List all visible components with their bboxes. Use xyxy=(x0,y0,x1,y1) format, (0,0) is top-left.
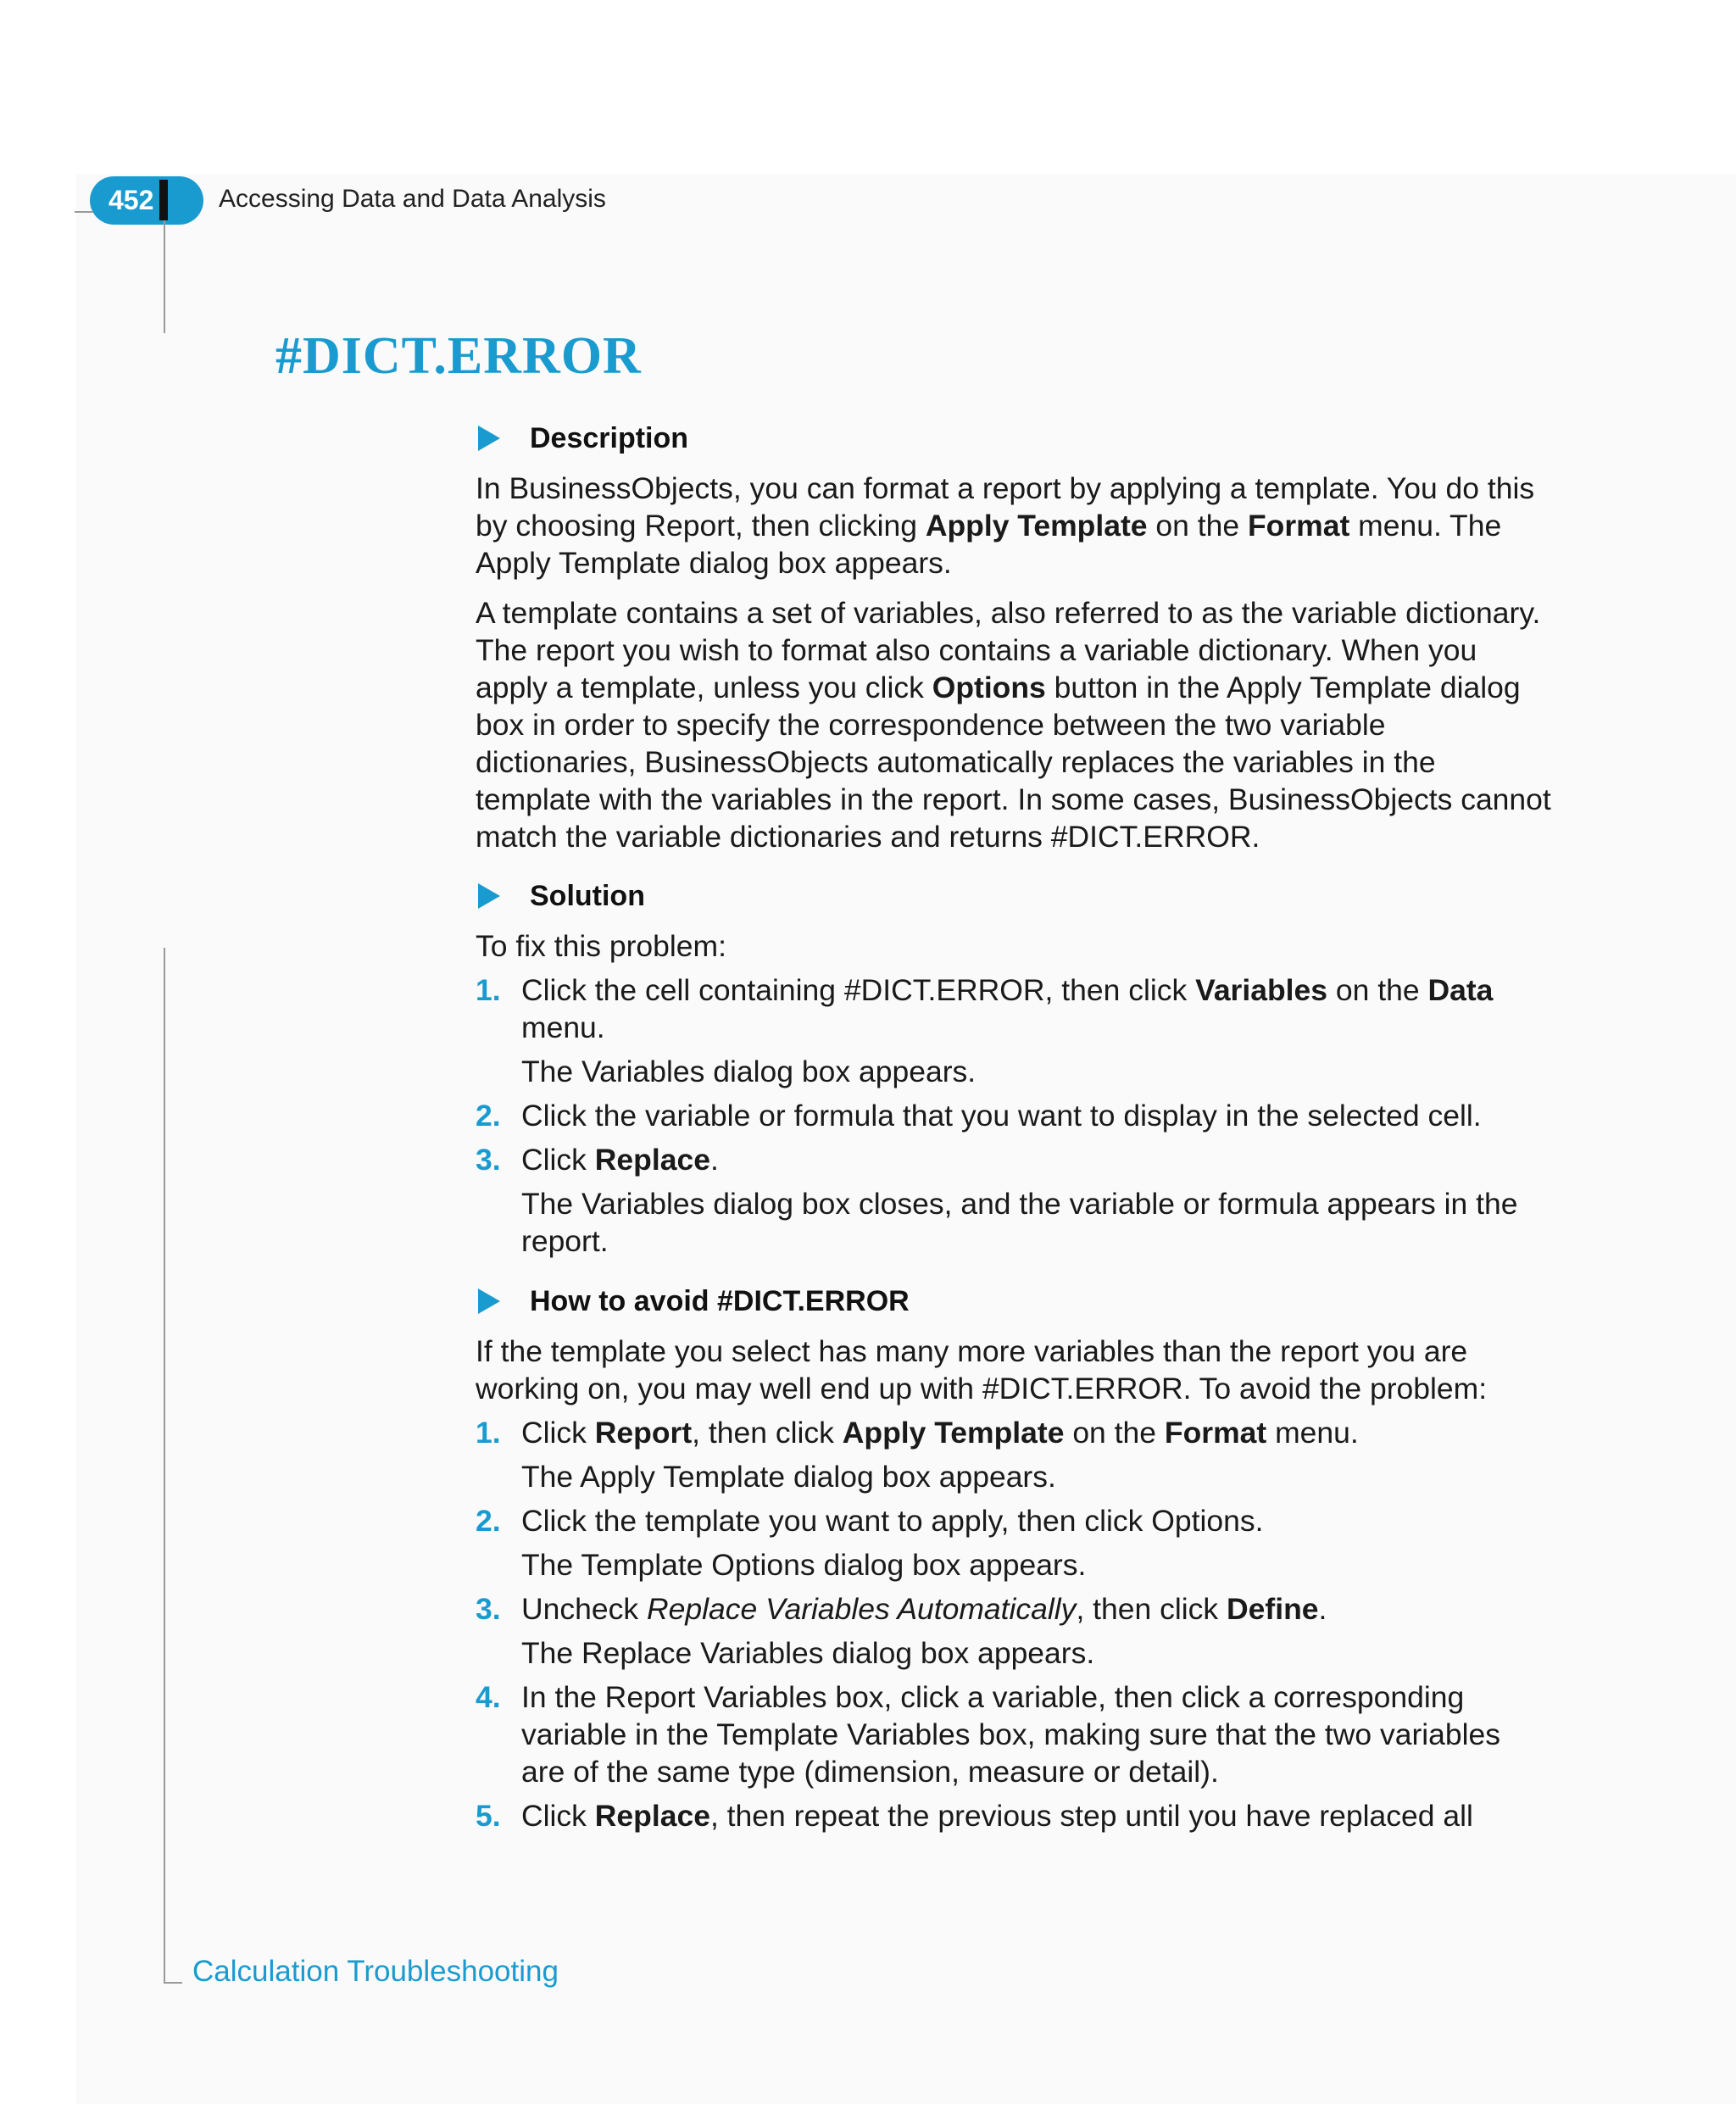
avoid-body xyxy=(476,1333,1552,1834)
step-number: 1. xyxy=(476,973,501,1007)
footer-chapter-title: Calculation Troubleshooting xyxy=(192,1955,559,1988)
step-number: 3. xyxy=(476,1592,501,1626)
list-item: 5. Click Replace, then repeat the previous step until you have replaced all xyxy=(476,1799,1473,1833)
step-number: 2. xyxy=(476,1504,501,1538)
list-item: 3. Uncheck Replace Variables Automatically, then click Define. xyxy=(476,1592,1327,1626)
list-item: 1. Click Report, then click Apply Template on the Format menu. xyxy=(476,1416,1359,1450)
section-heading-label: How to avoid #DICT.ERROR xyxy=(530,1285,910,1317)
running-head: Accessing Data and Data Analysis xyxy=(219,185,606,213)
page-number: 452 xyxy=(108,185,154,215)
header-rule xyxy=(75,211,93,213)
page-number-bar xyxy=(159,180,168,220)
list-item: 2. Click the variable or formula that you want to display in the selected cell. xyxy=(476,1099,1482,1133)
footer-rule xyxy=(164,1982,182,1984)
list-item: 1. Click the cell containing #DICT.ERROR, then click Variables on the Data menu. xyxy=(476,973,1494,1044)
solution-body xyxy=(476,927,1552,1260)
step-number: 4. xyxy=(476,1680,501,1714)
list-item: 2. Click the template you want to apply, then click Options. xyxy=(476,1504,1264,1538)
section-heading-label: Solution xyxy=(530,880,645,912)
triangle-bullet-icon xyxy=(478,883,500,909)
triangle-bullet-icon xyxy=(478,1289,500,1314)
step-result: The Variables dialog box closes, and the variable or formula appears in the report. xyxy=(521,1187,1518,1258)
avoid-intro: If the template you select has many more variables than the report you are working on, you may well end up with #DICT.ERROR. To avoid the problem: xyxy=(476,1334,1488,1405)
step-number: 5. xyxy=(476,1799,501,1833)
description-paragraph: In BusinessObjects, you can format a report by applying a template. You do this by choosing Report, then clicking Apply Template on the Format menu. The Apply Template dialog box appears. xyxy=(476,471,1535,580)
margin-rule-top xyxy=(164,220,165,333)
triangle-bullet-icon xyxy=(478,426,500,451)
section-heading-label: Description xyxy=(530,422,689,454)
step-result: The Template Options dialog box appears. xyxy=(521,1548,1087,1582)
margin-rule-bottom xyxy=(164,948,165,1984)
step-number: 3. xyxy=(476,1143,501,1177)
page-title: #DICT.ERROR xyxy=(275,327,642,385)
step-result: The Replace Variables dialog box appears. xyxy=(521,1636,1095,1670)
step-result: The Apply Template dialog box appears. xyxy=(521,1460,1056,1494)
step-number: 2. xyxy=(476,1099,501,1133)
list-item: 4. In the Report Variables box, click a variable, then click a corresponding variable in the Template Variables box, making sure that the two variables are of the same type (dimension, measure or detail). xyxy=(476,1680,1501,1789)
description-paragraph: A template contains a set of variables, also referred to as the variable dictionary. The report you wish to format also contains a variable dictionary. When you apply a template, unless you click Options button in the Apply Template dialog box in order to specify the correspondence between the two variable dictionaries, BusinessObjects automatically replaces the variables in the template with the variables in the report. In some cases, BusinessObjects cannot match the variable dictionaries and returns #DICT.ERROR. xyxy=(476,596,1551,854)
solution-intro: To fix this problem: xyxy=(476,929,726,963)
step-result: The Variables dialog box appears. xyxy=(521,1055,976,1088)
step-number: 1. xyxy=(476,1416,501,1450)
list-item: 3. Click Replace. xyxy=(476,1143,719,1177)
description-body xyxy=(476,470,1552,855)
